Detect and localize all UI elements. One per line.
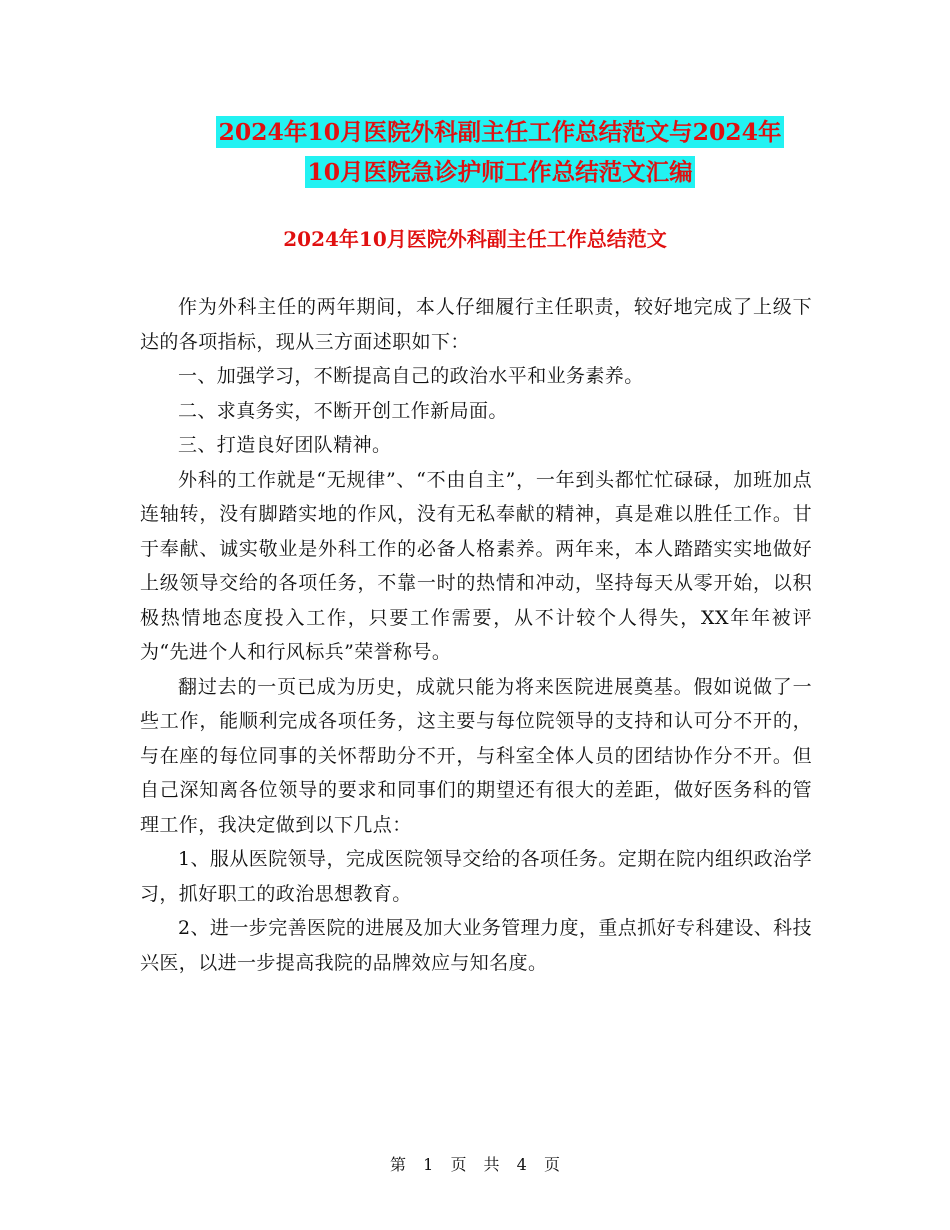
paragraph: 翻过去的一页已成为历史，成就只能为将来医院进展奠基。假如说做了一些工作，能顺利完成各项任务，这主要与每位院领导的支持和认可分不开的，与在座的每位同事的关怀帮助分不开，与科室全体人员的团结协作分不开。但自己深知离各位领导的要求和同事们的期望还有很大的差距，做好医务科的管理工作，我决定做到以下几点： xyxy=(140,675,812,836)
document-body xyxy=(140,290,812,980)
title-line-1: 2024年10月医院外科副主任工作总结范文与2024年 xyxy=(218,118,782,146)
paragraph: 作为外科主任的两年期间，本人仔细履行主任职责，较好地完成了上级下达的各项指标，现从三方面述职如下： xyxy=(140,296,812,353)
title-line-2: 10月医院急诊护师工作总结范文汇编 xyxy=(307,158,693,186)
page-number: 1 xyxy=(423,1155,434,1174)
paragraph: 2、进一步完善医院的进展及加大业务管理力度，重点抓好专科建设、科技兴医，以进一步提高我院的品牌效应与知名度。 xyxy=(140,917,812,974)
paragraph: 1、服从医院领导，完成医院领导交给的各项任务。定期在院内组织政治学习，抓好职工的政治思想教育。 xyxy=(140,848,812,905)
footer-suffix: 页 xyxy=(543,1155,560,1174)
document-title xyxy=(120,112,880,192)
paragraph: 一、加强学习，不断提高自己的政治水平和业务素养。 xyxy=(178,365,644,387)
paragraph: 三、打造良好团队精神。 xyxy=(178,434,392,456)
total-pages: 4 xyxy=(516,1155,527,1174)
section-title: 2024年10月医院外科副主任工作总结范文 xyxy=(283,227,667,251)
paragraph: 二、求真务实，不断开创工作新局面。 xyxy=(178,399,508,422)
footer-prefix: 第 xyxy=(390,1155,407,1174)
paragraph: 外科的工作就是“无规律”、“不由自主”，一年到头都忙忙碌碌，加班加点连轴转，没有脚踏实地的作风，没有无私奉献的精神，真是难以胜任工作。甘于奉献、诚实敬业是外科工作的必备人格素养。两年来，本人踏踏实实地做好上级领导交给的各项任务，不靠一时的热情和冲动，坚持每天从零开始，以积极热情地态度投入工作，只要工作需要，从不计较个人得失，XX年年被评为“先进个人和行风标兵”荣誉称号。 xyxy=(140,468,812,663)
page-footer xyxy=(0,1152,950,1175)
footer-mid1: 页 xyxy=(450,1155,467,1174)
footer-mid2: 共 xyxy=(483,1155,500,1174)
